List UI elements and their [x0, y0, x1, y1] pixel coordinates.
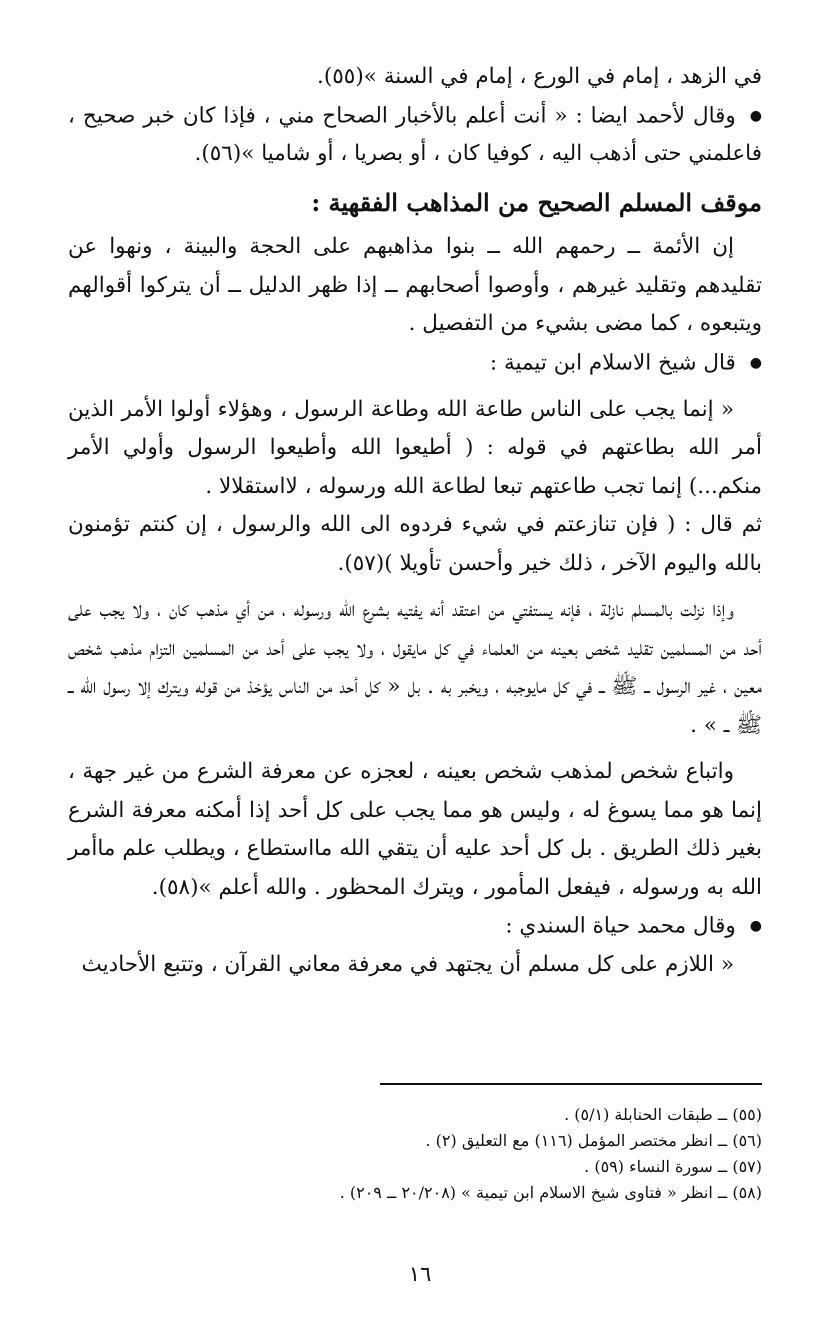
quote-dispute-verse: ثم قال : ( فإن تنازعتم في شيء فردوه الى الله والرسول ، إن كنتم تؤمنون بالله واليوم الآخر ، ذلك خير وأحسن تأويلا )(٥٧). — [68, 512, 762, 576]
footnotes — [162, 1102, 762, 1206]
paragraph-following: واتباع شخص لمذهب شخص بعينه ، لعجزه عن معرفة الشرع من غير جهة ، إنما هو مما يسوغ له ، وليس هو مما يجب على كل أحد إذا أمكنه معرفة الشرع بغير ذلك الطريق . بل كل أحد عليه أن يتقي الله مااستطاع ، ويطلب علم ماأمر الله به ورسوله ، فيفعل المأمور ، ويترك المحظور . والله أعلم »(٥٨). — [68, 759, 762, 900]
footnote-divider — [380, 1083, 762, 1085]
bullet-ibn-taymiyyah: ● قال شيخ الاسلام ابن تيمية : — [68, 344, 762, 383]
footnote-57: (٥٧) ــ سورة النساء (٥٩) . — [584, 1157, 762, 1176]
bullet-sindi: ● وقال محمد حياة السندي : — [68, 907, 762, 946]
section-heading: موقف المسلم الصحيح من المذاهب الفقهية : — [311, 187, 762, 217]
page-number: ١٦ — [408, 1262, 432, 1286]
bullet-paragraph-ahmad: ● وقال لأحمد ايضا : « أنت أعلم بالأخبار الصحاح مني ، فإذا كان خبر صحيح ، فاعلمني حتى أذهب اليه ، كوفيا كان ، أو بصريا ، أو شاميا »(٥٦). — [68, 97, 762, 174]
quote-sindi: « اللازم على كل مسلم أن يجتهد في معرفة معاني القرآن ، وتتبع الأحاديث — [81, 951, 734, 977]
footnote-58: (٥٨) ــ انظر « فتاوى شيخ الاسلام ابن تيمية » (٢٠/٢٠٨ ــ ٢٠٩) . — [339, 1183, 762, 1202]
footnote-55: (٥٥) ــ طبقات الحنابلة (٥/١) . — [564, 1105, 762, 1124]
paragraph-imams: إن الأئمة ــ رحمهم الله ــ بنوا مذاهبهم على الحجة والبينة ، ونهوا عن تقليدهم وتقليد غيرهم ، وأوصوا أصحابهم ــ إذا ظهر الدليل ــ أن يتركوا أقوالهم ويتبعوه ، كما مضى بشيء من التفصيل . — [68, 234, 762, 337]
footnote-56: (٥٦) ــ انظر مختصر المؤمل (١١٦) مع التعليق (٢) . — [425, 1131, 762, 1150]
quote-obedience: « إنما يجب على الناس طاعة الله وطاعة الرسول ، وهؤلاء أولوا الأمر الذين أمر الله بطاعتهم في قوله : ( أطيعوا الله وأطيعوا الرسول وأولي الأمر منكم...) إنما تجب طاعتهم تبعا لطاعة الله ورسوله ، لااستقلالا . — [68, 396, 762, 499]
paragraph-fatwa: وإذا نزلت بالمسلم نازلة ، فإنه يستفتي من اعتقد أنه يفتيه بشرع الله ورسوله ، من أي مذهب كان ، ولا يجب على أحد من المسلمين تقليد شخص بعينه من العلماء في كل مايقول ، ولا يجب على أحد من المسلمين التزام مذهب شخص معين ، غير الرسول ــ ﷺ ــ في كل مايوجبه ، ويخبر به . بل « كل أحد من الناس يؤخذ من قوله ويترك إلا رسول الله ــ ﷺ ــ » . — [68, 597, 762, 738]
paragraph-continuation: في الزهد ، إمام في الورع ، إمام في السنة »(٥٥). — [317, 64, 762, 89]
main-text — [68, 58, 762, 984]
